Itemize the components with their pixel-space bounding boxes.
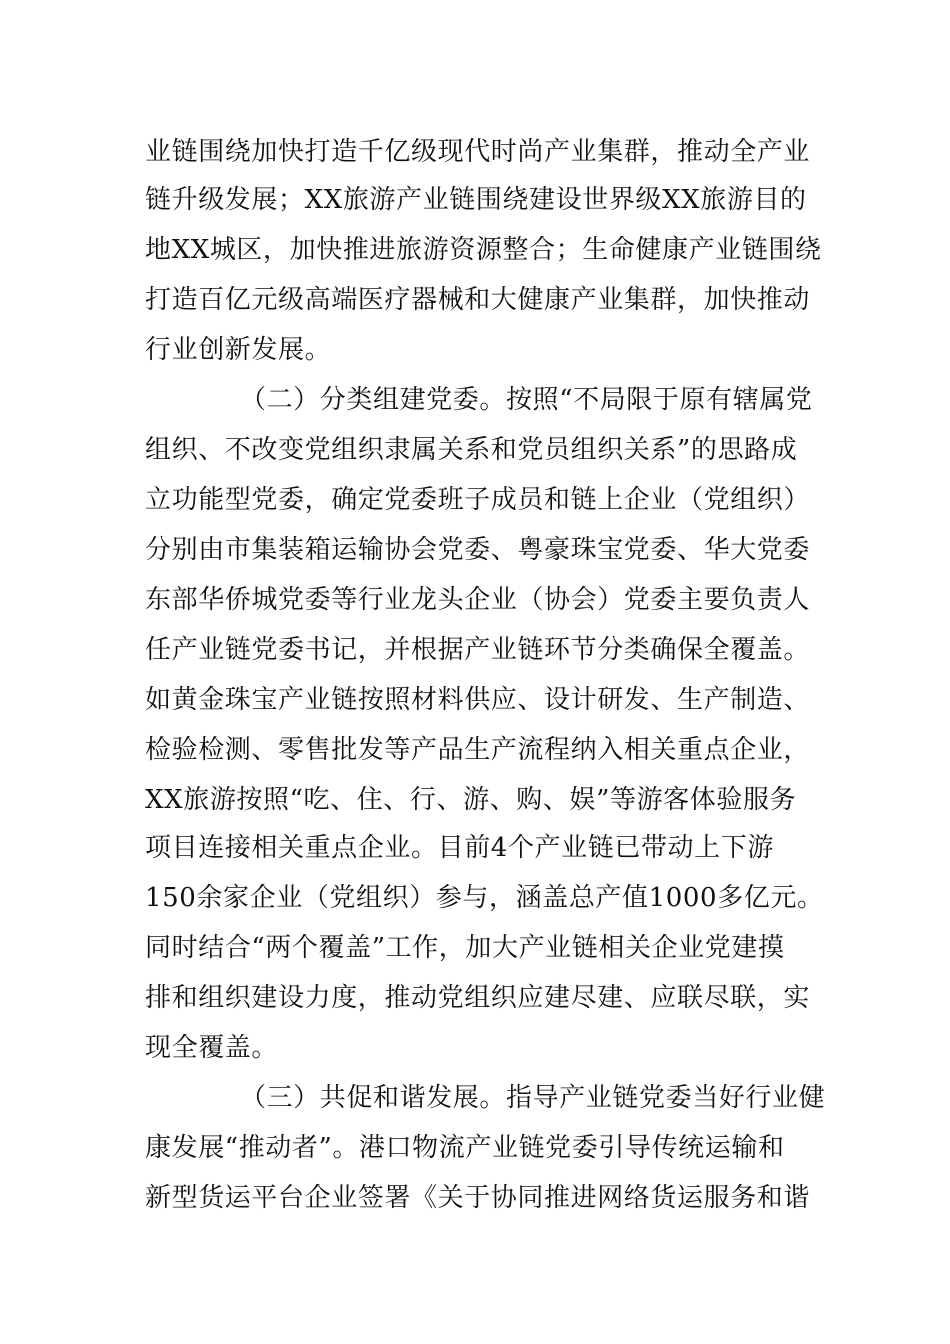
text-line-2: 链升级发展；XX旅游产业链围绕建设世界级XX旅游目的	[145, 185, 807, 215]
paragraph-2-heading-line: （二）分类组建党委。按照“不局限于原有辖属党	[240, 385, 813, 415]
text-line-10: 东部华侨城党委等行业龙头企业（协会）党委主要负责人	[145, 585, 811, 615]
text-line-9: 分别由市集装箱运输协会党委、粤豪珠宝党委、华大党委	[145, 535, 811, 565]
text-line-18: 排和组织建设力度，推动党组织应建尽建、应联尽联，实	[145, 983, 811, 1013]
text-line-5: 行业创新发展。	[145, 335, 332, 365]
text-line-4: 打造百亿元级高端医疗器械和大健康产业集群，加快推动	[145, 285, 811, 315]
text-line-14: XX旅游按照“吃、住、行、游、购、娱”等游客体验服务	[145, 785, 797, 815]
text-line-15: 项目连接相关重点企业。目前4个产业链已带动上下游	[145, 833, 774, 863]
text-line-19: 现全覆盖。	[145, 1033, 279, 1063]
text-line-22: 新型货运平台企业签署《关于协同推进网络货运服务和谐	[145, 1183, 811, 1213]
text-line-12: 如黄金珠宝产业链按照材料供应、设计研发、生产制造、	[145, 685, 811, 715]
text-line-1: 业链围绕加快打造千亿级现代时尚产业集群，推动全产业	[145, 137, 811, 167]
text-line-11: 任产业链党委书记，并根据产业链环节分类确保全覆盖。	[145, 635, 811, 665]
text-line-3: 地XX城区，加快推进旅游资源整合；生命健康产业链围绕	[145, 235, 822, 265]
text-line-21: 康发展“推动者”。港口物流产业链党委引导传统运输和	[145, 1133, 785, 1163]
text-line-13: 检验检测、零售批发等产品生产流程纳入相关重点企业，	[145, 735, 811, 765]
text-line-8: 立功能型党委，确定党委班子成员和链上企业（党组织）	[145, 485, 811, 515]
text-line-17: 同时结合“两个覆盖”工作，加大产业链相关企业党建摸	[145, 933, 785, 963]
text-line-7: 组织、不改变党组织隶属关系和党员组织关系”的思路成	[145, 435, 798, 465]
text-line-16: 150余家企业（党组织）参与，涵盖总产值1000多亿元。	[145, 883, 824, 913]
paragraph-3-heading-line: （三）共促和谐发展。指导产业链党委当好行业健	[240, 1083, 826, 1113]
